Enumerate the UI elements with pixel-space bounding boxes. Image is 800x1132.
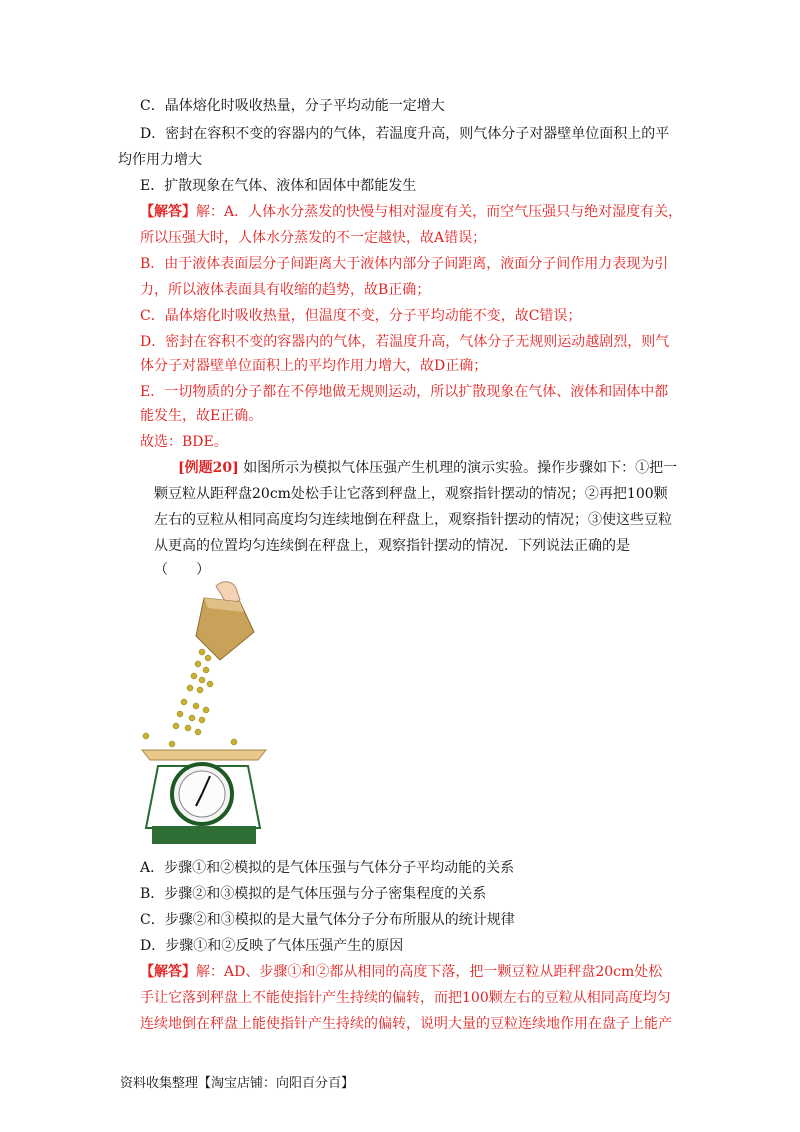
answer-tag: 【解答】 (140, 964, 196, 980)
q19-option-d-line1: D．密封在容积不变的容器内的气体，若温度升高，则气体分子对器壁单位面积上的平 (140, 126, 670, 142)
q19-option-c: C．晶体熔化时吸收热量，分子平均动能一定增大 (140, 98, 445, 114)
example-label: [例题20] (178, 460, 239, 476)
q20-blank: （ ） (154, 562, 210, 578)
answer-text: 解：A．人体水分蒸发的快慢与相对湿度有关，而空气压强只与绝对湿度有关， (196, 204, 683, 220)
q19-answer-line7: 体分子对器壁单位面积上的平均作用力增大，故D正确； (140, 358, 488, 374)
q19-answer-line8: E．一切物质的分子都在不停地做无规则运动，所以扩散现象在气体、液体和固体中都 (140, 384, 669, 400)
q20-option-a: A．步骤①和②模拟的是气体压强与气体分子平均动能的关系 (140, 860, 515, 876)
q19-answer-line1 (140, 202, 682, 222)
q19-choice: 故选：BDE。 (140, 434, 228, 450)
page-footer: 资料收集整理【淘宝店铺：向阳百分百】 (120, 1076, 355, 1091)
scale-base (152, 826, 256, 844)
q20-option-c: C．步骤②和③模拟的是大量气体分子分布所服从的统计规律 (140, 912, 515, 928)
scale-bean-illustration (136, 578, 276, 848)
q20-answer-line1 (140, 962, 662, 982)
q19-answer-line4: 力，所以液体表面具有收缩的趋势，故B正确； (140, 282, 431, 298)
q19-answer-line9: 能发生，故E正确。 (140, 408, 263, 424)
answer-text: 解：AD、步骤①和②都从相同的高度下落，把一颗豆粒从距秤盘20cm处松 (196, 964, 663, 980)
q20-answer-line3: 连续地倒在秤盘上能使指针产生持续的偏转，说明大量的豆粒连续地作用在盘子上能产 (140, 1016, 672, 1032)
q20-stem-line1 (178, 458, 677, 478)
q19-answer-line6: D．密封在容积不变的容器内的气体，若温度升高，气体分子无规则运动越剧烈，则气 (140, 334, 670, 350)
q20-stem-line4: 从更高的位置均匀连续倒在秤盘上，观察指针摆动的情况．下列说法正确的是 (154, 538, 630, 554)
q19-answer-line2: 所以压强大时，人体水分蒸发的不一定越快，故A错误； (140, 230, 487, 246)
q20-option-b: B．步骤②和③模拟的是气体压强与分子密集程度的关系 (140, 886, 487, 902)
q20-option-d: D．步骤①和②反映了气体压强产生的原因 (140, 938, 404, 954)
q20-stem-text: 如图所示为模拟气体压强产生机理的演示实验。操作步骤如下：①把一 (243, 460, 678, 476)
q19-option-e: E．扩散现象在气体、液体和固体中都能发生 (140, 178, 417, 194)
q19-answer-line5: C．晶体熔化时吸收热量，但温度不变，分子平均动能不变，故C错误； (140, 308, 582, 324)
q20-answer-line2: 手让它落到秤盘上不能使指针产生持续的偏转，而把100颗左右的豆粒从相同高度均匀 (140, 990, 671, 1006)
q19-answer-line3: B．由于液体表面层分子间距离大于液体内部分子间距离，液面分子间作用力表现为引 (140, 256, 669, 272)
q20-stem-line3: 左右的豆粒从相同高度均匀连续地倒在秤盘上，观察指针摆动的情况；③使这些豆粒 (154, 512, 672, 528)
q20-stem-line2: 颗豆粒从距秤盘20cm处松手让它落到秤盘上，观察指针摆动的情况；②再把100颗 (154, 486, 668, 502)
answer-tag: 【解答】 (140, 204, 196, 220)
scale-pan (142, 750, 266, 760)
q19-option-d-line2: 均作用力增大 (118, 152, 202, 168)
bean-stream (143, 649, 237, 747)
